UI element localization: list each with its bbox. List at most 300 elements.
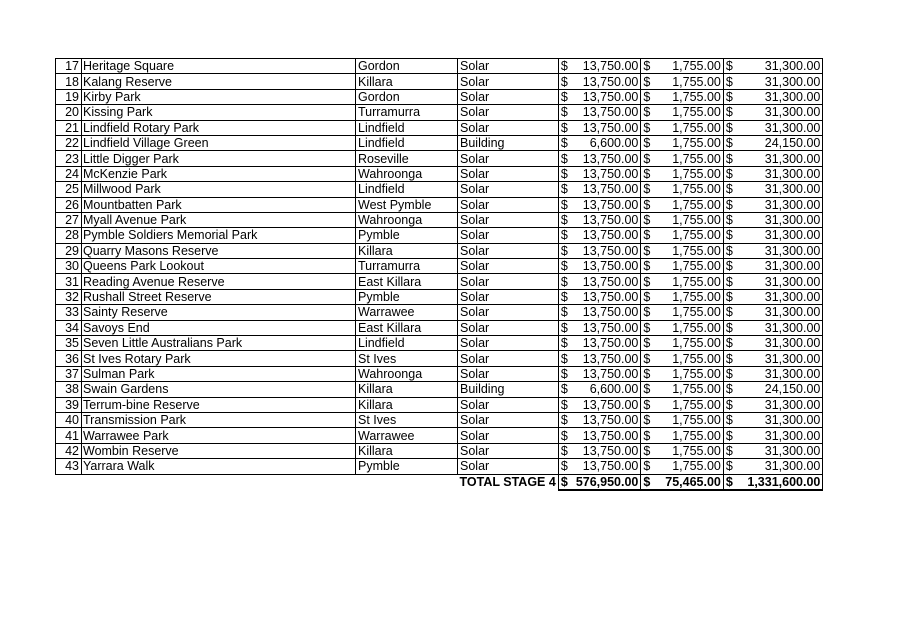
amount-b: 1,755.00 [656,351,723,366]
currency-symbol: $ [558,366,574,381]
amount-b: 1,755.00 [656,197,723,212]
currency-symbol: $ [558,305,574,320]
currency-symbol: $ [723,59,739,74]
park-name: Kirby Park [82,89,356,104]
table-row [56,336,823,351]
currency-symbol: $ [723,182,739,197]
row-number: 25 [56,182,82,197]
table-row [56,289,823,304]
park-name: Swain Gardens [82,382,356,397]
table-row [56,443,823,458]
currency-symbol: $ [641,382,657,397]
currency-symbol: $ [641,366,657,381]
amount-total: 31,300.00 [739,212,823,227]
currency-symbol: $ [723,89,739,104]
row-number: 19 [56,89,82,104]
currency-symbol: $ [723,305,739,320]
currency-symbol: $ [641,443,657,458]
amount-a: 13,750.00 [574,243,641,258]
amount-a: 13,750.00 [574,259,641,274]
park-name: Sainty Reserve [82,305,356,320]
facility-type: Solar [458,212,559,227]
suburb: St Ives [356,351,458,366]
row-number: 27 [56,212,82,227]
amount-a: 13,750.00 [574,105,641,120]
amount-b: 1,755.00 [656,228,723,243]
park-name: Kissing Park [82,105,356,120]
amount-a: 13,750.00 [574,151,641,166]
currency-symbol: $ [641,151,657,166]
currency-symbol: $ [641,89,657,104]
amount-a: 13,750.00 [574,397,641,412]
currency-symbol: $ [641,351,657,366]
amount-b: 1,755.00 [656,59,723,74]
currency-symbol: $ [641,320,657,335]
facility-type: Building [458,135,559,150]
amount-a: 13,750.00 [574,120,641,135]
currency-symbol: $ [641,212,657,227]
park-name: Mountbatten Park [82,197,356,212]
amount-total: 31,300.00 [739,351,823,366]
park-name: Yarrara Walk [82,459,356,474]
facility-type: Building [458,382,559,397]
amount-total: 31,300.00 [739,443,823,458]
facility-type: Solar [458,289,559,304]
currency-symbol: $ [723,474,739,490]
amount-a: 13,750.00 [574,351,641,366]
facility-type: Solar [458,243,559,258]
currency-symbol: $ [641,59,657,74]
amount-b: 1,755.00 [656,182,723,197]
suburb: Wahroonga [356,366,458,381]
amount-b: 1,755.00 [656,274,723,289]
currency-symbol: $ [723,151,739,166]
cost-table [55,58,823,491]
currency-symbol: $ [558,74,574,89]
amount-a: 6,600.00 [574,135,641,150]
currency-symbol: $ [558,197,574,212]
amount-a: 6,600.00 [574,382,641,397]
amount-a: 13,750.00 [574,197,641,212]
table-row [56,182,823,197]
suburb: Pymble [356,228,458,243]
row-number: 31 [56,274,82,289]
currency-symbol: $ [558,89,574,104]
currency-symbol: $ [723,351,739,366]
facility-type: Solar [458,259,559,274]
park-name: St Ives Rotary Park [82,351,356,366]
row-number: 32 [56,289,82,304]
amount-total: 31,300.00 [739,182,823,197]
table-row [56,428,823,443]
amount-a: 13,750.00 [574,336,641,351]
currency-symbol: $ [558,474,574,490]
table-row [56,89,823,104]
park-name: Terrum-bine Reserve [82,397,356,412]
currency-symbol: $ [723,397,739,412]
total-amount-a: 576,950.00 [574,474,641,490]
suburb: Killara [356,74,458,89]
row-number: 18 [56,74,82,89]
currency-symbol: $ [723,166,739,181]
table-row [56,212,823,227]
row-number: 36 [56,351,82,366]
total-amount-total: 1,331,600.00 [739,474,823,490]
currency-symbol: $ [558,443,574,458]
currency-symbol: $ [641,243,657,258]
park-name: Sulman Park [82,366,356,381]
currency-symbol: $ [558,182,574,197]
facility-type: Solar [458,397,559,412]
amount-total: 31,300.00 [739,197,823,212]
facility-type: Solar [458,305,559,320]
amount-a: 13,750.00 [574,320,641,335]
currency-symbol: $ [723,289,739,304]
amount-b: 1,755.00 [656,382,723,397]
amount-b: 1,755.00 [656,320,723,335]
currency-symbol: $ [641,397,657,412]
amount-total: 31,300.00 [739,305,823,320]
amount-a: 13,750.00 [574,59,641,74]
currency-symbol: $ [558,459,574,474]
facility-type: Solar [458,336,559,351]
currency-symbol: $ [558,166,574,181]
amount-total: 31,300.00 [739,397,823,412]
park-name: Warrawee Park [82,428,356,443]
park-name: Kalang Reserve [82,74,356,89]
table-row [56,105,823,120]
row-number: 33 [56,305,82,320]
amount-a: 13,750.00 [574,366,641,381]
row-number: 26 [56,197,82,212]
amount-b: 1,755.00 [656,305,723,320]
currency-symbol: $ [723,428,739,443]
amount-total: 31,300.00 [739,428,823,443]
suburb: Lindfield [356,135,458,150]
suburb: Warrawee [356,305,458,320]
park-name: Myall Avenue Park [82,212,356,227]
amount-b: 1,755.00 [656,135,723,150]
amount-total: 31,300.00 [739,259,823,274]
currency-symbol: $ [723,120,739,135]
currency-symbol: $ [723,212,739,227]
currency-symbol: $ [723,320,739,335]
currency-symbol: $ [641,182,657,197]
park-name: McKenzie Park [82,166,356,181]
currency-symbol: $ [641,305,657,320]
row-number: 28 [56,228,82,243]
amount-b: 1,755.00 [656,459,723,474]
row-number: 41 [56,428,82,443]
amount-total: 24,150.00 [739,135,823,150]
suburb: West Pymble [356,197,458,212]
currency-symbol: $ [723,135,739,150]
amount-total: 31,300.00 [739,120,823,135]
currency-symbol: $ [558,228,574,243]
row-number: 17 [56,59,82,74]
row-number: 29 [56,243,82,258]
currency-symbol: $ [723,228,739,243]
suburb: Killara [356,243,458,258]
park-name: Seven Little Australians Park [82,336,356,351]
row-number: 40 [56,412,82,427]
currency-symbol: $ [641,274,657,289]
park-name: Wombin Reserve [82,443,356,458]
suburb: Lindfield [356,120,458,135]
suburb: East Killara [356,320,458,335]
currency-symbol: $ [641,259,657,274]
amount-total: 31,300.00 [739,320,823,335]
amount-total: 31,300.00 [739,459,823,474]
row-number: 21 [56,120,82,135]
amount-b: 1,755.00 [656,412,723,427]
facility-type: Solar [458,459,559,474]
park-name: Pymble Soldiers Memorial Park [82,228,356,243]
currency-symbol: $ [723,336,739,351]
table-row [56,351,823,366]
currency-symbol: $ [641,459,657,474]
park-name: Quarry Masons Reserve [82,243,356,258]
currency-symbol: $ [641,428,657,443]
table-row [56,59,823,74]
amount-a: 13,750.00 [574,274,641,289]
amount-b: 1,755.00 [656,428,723,443]
park-name: Queens Park Lookout [82,259,356,274]
suburb: Turramurra [356,105,458,120]
amount-b: 1,755.00 [656,105,723,120]
park-name: Rushall Street Reserve [82,289,356,304]
suburb: East Killara [356,274,458,289]
currency-symbol: $ [641,289,657,304]
total-spacer [56,474,458,490]
amount-b: 1,755.00 [656,366,723,381]
amount-b: 1,755.00 [656,89,723,104]
currency-symbol: $ [723,412,739,427]
suburb: Killara [356,397,458,412]
total-label: TOTAL STAGE 4 [459,475,556,490]
amount-total: 31,300.00 [739,105,823,120]
currency-symbol: $ [558,120,574,135]
row-number: 35 [56,336,82,351]
table-row [56,274,823,289]
currency-symbol: $ [641,120,657,135]
currency-symbol: $ [723,105,739,120]
table-row [56,412,823,427]
table-row [56,166,823,181]
amount-a: 13,750.00 [574,443,641,458]
amount-total: 31,300.00 [739,59,823,74]
table-row [56,305,823,320]
suburb: Wahroonga [356,166,458,181]
row-number: 30 [56,259,82,274]
row-number: 42 [56,443,82,458]
currency-symbol: $ [641,135,657,150]
currency-symbol: $ [723,259,739,274]
currency-symbol: $ [723,366,739,381]
amount-a: 13,750.00 [574,166,641,181]
facility-type: Solar [458,59,559,74]
currency-symbol: $ [723,274,739,289]
row-number: 34 [56,320,82,335]
currency-symbol: $ [558,351,574,366]
facility-type: Solar [458,166,559,181]
total-row [56,474,823,490]
currency-symbol: $ [558,243,574,258]
amount-b: 1,755.00 [656,120,723,135]
suburb: Gordon [356,59,458,74]
facility-type: Solar [458,151,559,166]
row-number: 43 [56,459,82,474]
table-row [56,397,823,412]
amount-total: 31,300.00 [739,366,823,381]
facility-type: Solar [458,351,559,366]
table-row [56,120,823,135]
suburb: Killara [356,443,458,458]
row-number: 37 [56,366,82,381]
currency-symbol: $ [641,105,657,120]
amount-a: 13,750.00 [574,182,641,197]
currency-symbol: $ [558,412,574,427]
table-row [56,228,823,243]
amount-a: 13,750.00 [574,289,641,304]
currency-symbol: $ [641,166,657,181]
facility-type: Solar [458,274,559,289]
amount-total: 31,300.00 [739,74,823,89]
currency-symbol: $ [558,336,574,351]
facility-type: Solar [458,366,559,381]
currency-symbol: $ [723,459,739,474]
amount-b: 1,755.00 [656,166,723,181]
park-name: Savoys End [82,320,356,335]
table-row [56,151,823,166]
suburb: Pymble [356,289,458,304]
suburb: Lindfield [356,182,458,197]
suburb: Roseville [356,151,458,166]
currency-symbol: $ [723,443,739,458]
facility-type: Solar [458,443,559,458]
amount-a: 13,750.00 [574,412,641,427]
currency-symbol: $ [641,197,657,212]
currency-symbol: $ [641,74,657,89]
amount-b: 1,755.00 [656,336,723,351]
currency-symbol: $ [641,412,657,427]
amount-total: 31,300.00 [739,274,823,289]
park-name: Reading Avenue Reserve [82,274,356,289]
table-row [56,320,823,335]
currency-symbol: $ [723,382,739,397]
row-number: 23 [56,151,82,166]
currency-symbol: $ [723,74,739,89]
amount-total: 31,300.00 [739,412,823,427]
amount-a: 13,750.00 [574,305,641,320]
amount-a: 13,750.00 [574,89,641,104]
amount-b: 1,755.00 [656,289,723,304]
park-name: Lindfield Village Green [82,135,356,150]
amount-total: 31,300.00 [739,89,823,104]
currency-symbol: $ [558,289,574,304]
amount-b: 1,755.00 [656,443,723,458]
suburb: Killara [356,382,458,397]
row-number: 24 [56,166,82,181]
suburb: Wahroonga [356,212,458,227]
amount-b: 1,755.00 [656,259,723,274]
suburb: Gordon [356,89,458,104]
currency-symbol: $ [558,135,574,150]
table-row [56,135,823,150]
park-name: Heritage Square [82,59,356,74]
amount-a: 13,750.00 [574,212,641,227]
currency-symbol: $ [558,397,574,412]
amount-b: 1,755.00 [656,151,723,166]
amount-a: 13,750.00 [574,428,641,443]
park-name: Millwood Park [82,182,356,197]
table-row [56,366,823,381]
currency-symbol: $ [558,212,574,227]
suburb: Pymble [356,459,458,474]
facility-type: Solar [458,228,559,243]
currency-symbol: $ [558,274,574,289]
currency-symbol: $ [558,59,574,74]
amount-a: 13,750.00 [574,459,641,474]
amount-b: 1,755.00 [656,74,723,89]
row-number: 38 [56,382,82,397]
facility-type: Solar [458,412,559,427]
currency-symbol: $ [641,336,657,351]
total-amount-b: 75,465.00 [656,474,723,490]
table-row [56,74,823,89]
amount-total: 31,300.00 [739,166,823,181]
facility-type: Solar [458,182,559,197]
currency-symbol: $ [723,243,739,258]
suburb: St Ives [356,412,458,427]
row-number: 39 [56,397,82,412]
facility-type: Solar [458,120,559,135]
amount-total: 24,150.00 [739,382,823,397]
suburb: Warrawee [356,428,458,443]
currency-symbol: $ [558,259,574,274]
facility-type: Solar [458,74,559,89]
currency-symbol: $ [558,428,574,443]
facility-type: Solar [458,105,559,120]
table-row [56,197,823,212]
currency-symbol: $ [641,474,657,490]
currency-symbol: $ [641,228,657,243]
amount-total: 31,300.00 [739,336,823,351]
row-number: 20 [56,105,82,120]
suburb: Turramurra [356,259,458,274]
park-name: Little Digger Park [82,151,356,166]
currency-symbol: $ [558,151,574,166]
amount-b: 1,755.00 [656,397,723,412]
amount-a: 13,750.00 [574,74,641,89]
amount-b: 1,755.00 [656,243,723,258]
row-number: 22 [56,135,82,150]
amount-total: 31,300.00 [739,151,823,166]
park-name: Transmission Park [82,412,356,427]
table-row [56,243,823,258]
table-row [56,382,823,397]
suburb: Lindfield [356,336,458,351]
currency-symbol: $ [558,105,574,120]
currency-symbol: $ [558,382,574,397]
amount-total: 31,300.00 [739,228,823,243]
amount-total: 31,300.00 [739,243,823,258]
facility-type: Solar [458,320,559,335]
table-body [56,59,823,490]
currency-symbol: $ [723,197,739,212]
facility-type: Solar [458,197,559,212]
table-row [56,459,823,474]
